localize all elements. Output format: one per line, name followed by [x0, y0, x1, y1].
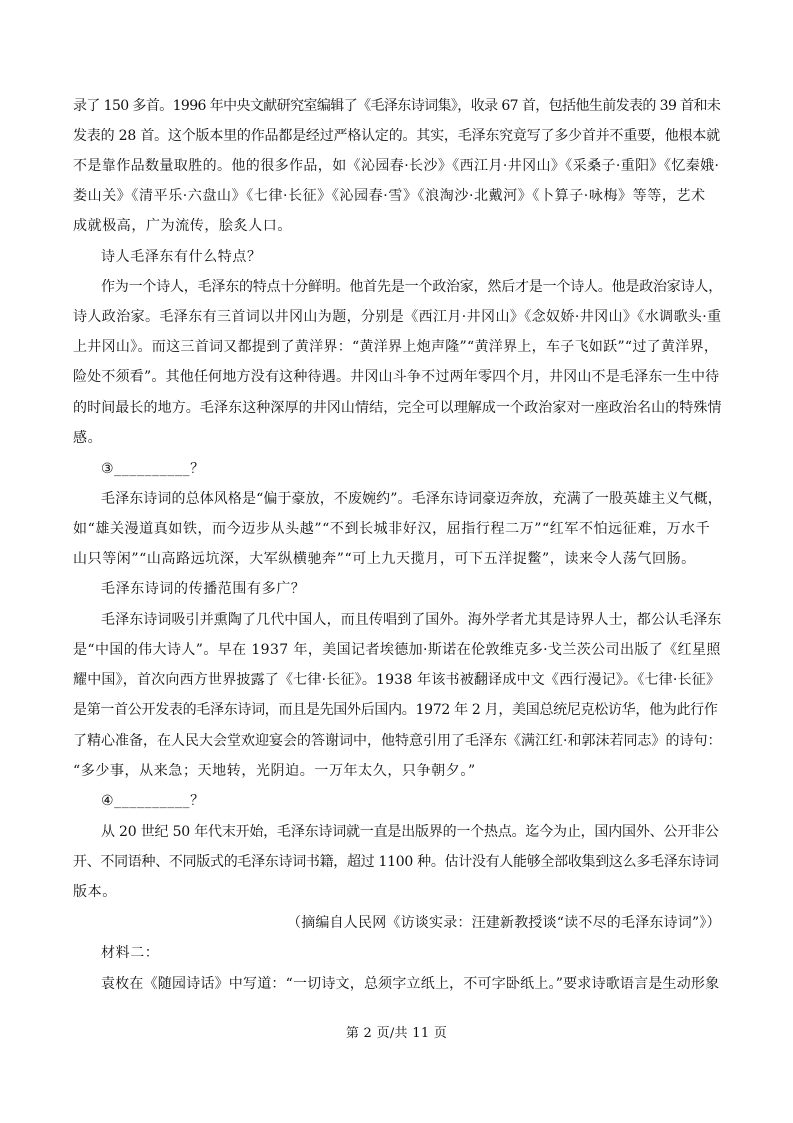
paragraph-1-line-5: 成就极高，广为流传，脍炙人口。	[73, 218, 292, 234]
paragraph-4-line-1: 毛泽东诗词吸引并熏陶了几代中国人，而且传唱到了国外。海外学者尤其是诗界人士，都公认毛泽东	[101, 612, 722, 628]
paragraph-5-line-3: 版本。	[73, 884, 117, 900]
material-2-label: 材料二：	[101, 945, 160, 961]
paragraph-2-line-5: 的时间最长的地方。毛泽东这种深厚的井冈山情结，完全可以理解成一个政治家对一座政治名山的特殊情	[73, 400, 722, 416]
paragraph-6-line-1: 袁枚在《随园诗话》中写道：“一切诗文，总须字立纸上，不可字卧纸上。”要求诗歌语言是生动形象	[101, 976, 720, 992]
paragraph-1-line-3: 不是靠作品数量取胜的。他的很多作品，如《沁园春·长沙》《西江月·井冈山》《采桑子·重阳》《忆秦娥·	[73, 158, 720, 174]
paragraph-2-line-2: 诗人政治家。毛泽东有三首词以井冈山为题，分别是《西江月·井冈山》《念奴娇·井冈山》《水调歌头·重	[73, 309, 722, 325]
paragraph-4-line-4: 是第一首公开发表的毛泽东诗词，而且是先国外后国内。1972 年 2 月，美国总统尼克松访华，他为此行作	[73, 702, 718, 718]
blank-question-3: ③__________？	[101, 461, 205, 477]
paragraph-4-line-6: “多少事，从来急；天地转，光阴迫。一万年太久，只争朝夕。”	[73, 763, 476, 779]
paragraph-1-line-4: 娄山关》《清平乐·六盘山》《七律·长征》《沁园春·雪》《浪淘沙·北戴河》《卜算子·咏梅》等等，艺术	[73, 188, 706, 204]
question-spread: 毛泽东诗词的传播范围有多广？	[101, 581, 306, 597]
page-number-footer: 第 2 页/共 11 页	[345, 1026, 448, 1041]
paragraph-2-line-1: 作为一个诗人，毛泽东的特点十分鲜明。他首先是一个政治家，然后才是一个诗人。他是政治家诗人，	[101, 279, 722, 295]
paragraph-3-line-2: 如“雄关漫道真如铁，而今迈步从头越”“不到长城非好汉，屈指行程二万”“红军不怕远征难，万水千	[73, 521, 711, 537]
source-citation: （摘编自人民网《访谈实录：汪建新教授谈“读不尽的毛泽东诗词”》）	[287, 915, 721, 931]
paragraph-5-line-2: 开、不同语种、不同版式的毛泽东诗词书籍，超过 1100 种。估计没有人能够全部收集到这么多毛泽东诗词	[73, 854, 719, 870]
paragraph-4-line-2: 是“中国的伟大诗人”。早在 1937 年，美国记者埃德加·斯诺在伦敦维克多·戈兰茨公司出版了《红星照	[73, 642, 721, 658]
paragraph-2-line-3: 上井冈山》。而这三首词又都提到了黄洋界：“黄洋界上炮声隆”“黄洋界上，车子飞如跃”“过了黄洋界，	[73, 339, 719, 355]
paragraph-1-line-2: 发表的 28 首。这个版本里的作品都是经过严格认定的。其实，毛泽东究竟写了多少首并不重要，他根本就	[73, 128, 720, 144]
paragraph-3-line-3: 山只等闲”“山高路远坑深，大军纵横驰奔”“可上九天揽月，可下五洋捉鳖”，读来令人荡气回肠。	[73, 551, 696, 567]
paragraph-3-line-1: 毛泽东诗词的总体风格是“偏于豪放，不废婉约”。毛泽东诗词豪迈奔放，充满了一股英雄主义气概，	[101, 491, 722, 507]
paragraph-5-line-1: 从 20 世纪 50 年代末开始，毛泽东诗词就一直是出版界的一个热点。迄今为止，国内国外、公开非公	[101, 824, 719, 840]
question-features: 诗人毛泽东有什么特点？	[101, 249, 262, 265]
paragraph-1-line-1: 录了 150 多首。1996 年中央文献研究室编辑了《毛泽东诗词集》，收录 67 首，包括他生前发表的 39 首和未	[73, 98, 721, 114]
paragraph-4-line-5: 了精心准备，在人民大会堂欢迎宴会的答谢词中，他特意引用了毛泽东《满江红·和郭沫若同志》的诗句：	[73, 733, 722, 749]
paragraph-2-line-4: 险处不须看”。其他任何地方没有这种待遇。井冈山斗争不过两年零四个月，井冈山不是毛泽东一生中待	[73, 369, 720, 385]
paragraph-4-line-3: 耀中国》，首次向西方世界披露了《七律·长征》。1938 年该书被翻译成中文《西行漫记》。《七律·长征》	[73, 672, 721, 688]
blank-question-4: ④__________？	[101, 793, 205, 809]
paragraph-2-line-6: 感。	[73, 430, 103, 446]
